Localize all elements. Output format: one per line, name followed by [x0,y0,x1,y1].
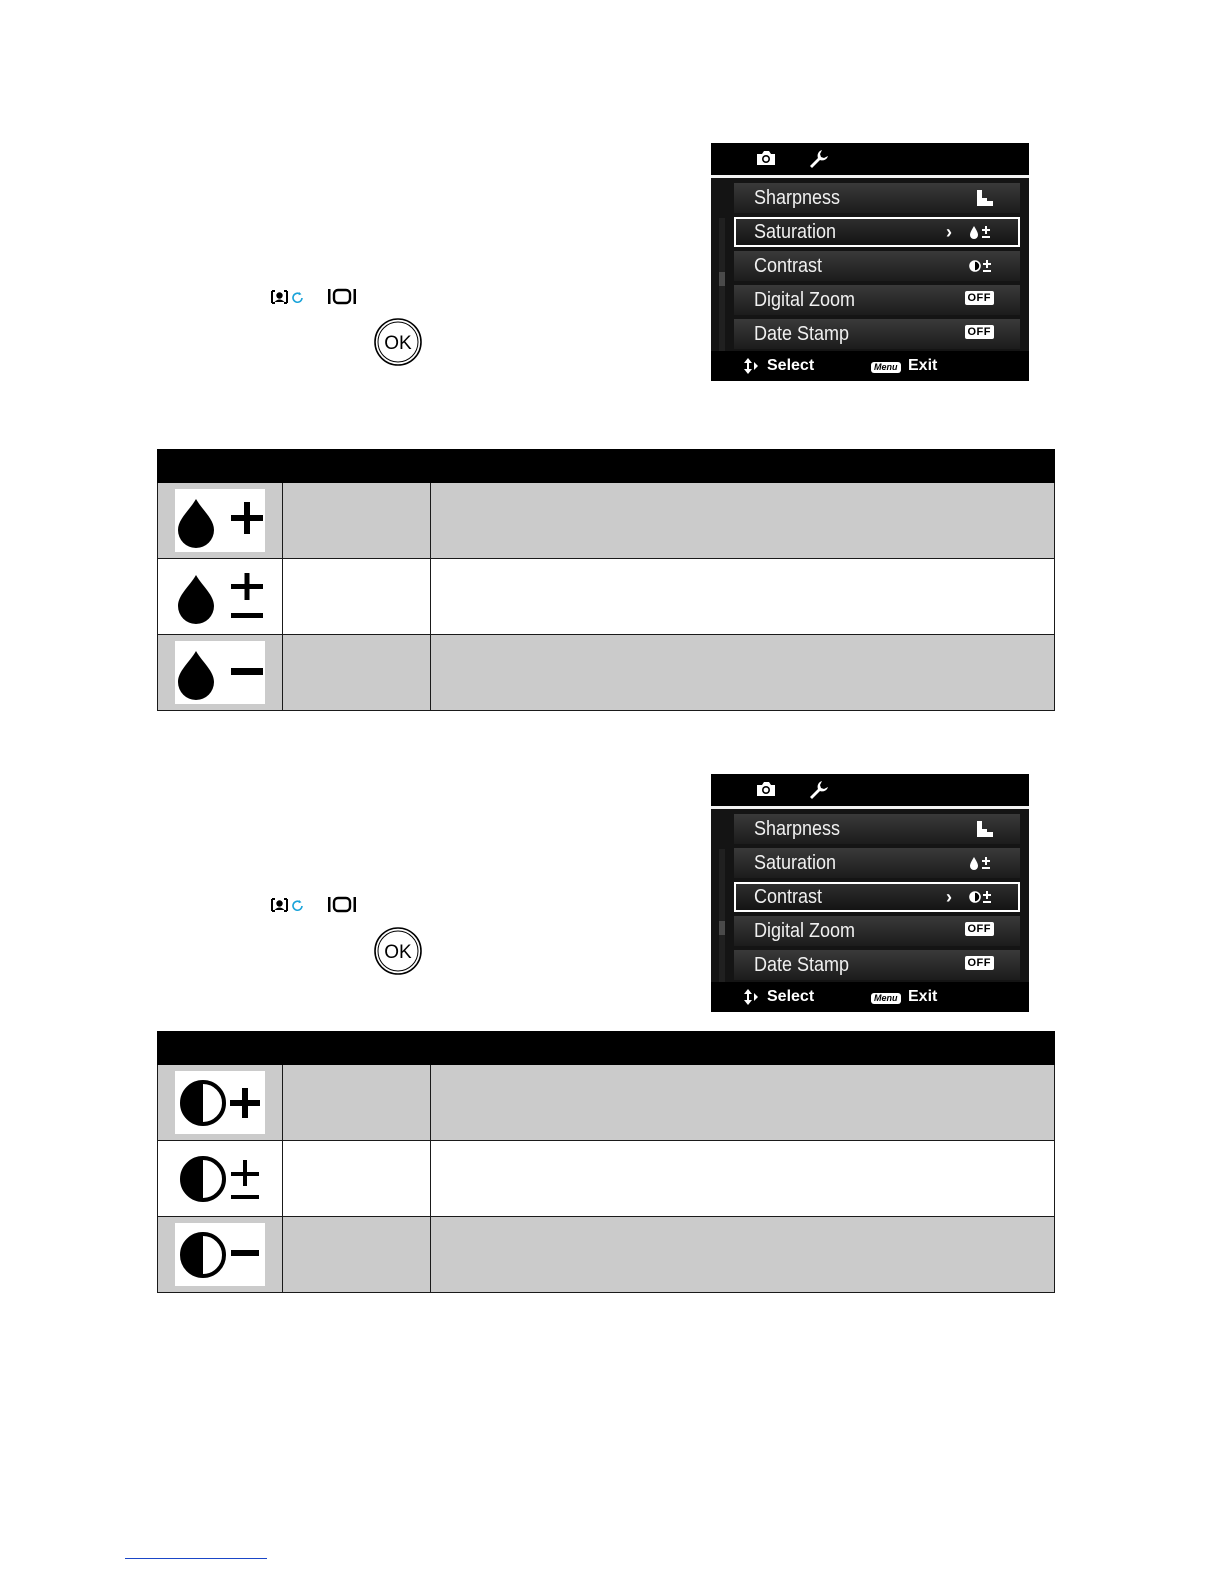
wrench-icon[interactable] [808,779,830,801]
menu-item-label: Saturation [754,852,837,874]
menu-item-sharpness[interactable] [734,814,1020,844]
menu-item-label: Sharpness [754,187,841,209]
option-name-cell [283,635,431,711]
sharpness-normal-icon [976,819,994,839]
option-name-cell [283,1141,431,1217]
camera-lcd-menu [711,143,1029,381]
frame-mode-icon [327,896,357,913]
option-name-cell [283,559,431,635]
saturation-normal-icon [175,565,265,628]
face-detect-rotate-icon [270,289,306,305]
saturation-options-table [157,449,1055,711]
contrast-normal-icon [968,887,994,907]
exit-hint: Exit [908,357,938,374]
menu-item-label: Contrast [754,886,823,908]
contrast-normal-icon [968,256,994,276]
menu-item-saturation[interactable] [734,848,1020,878]
off-badge: OFF [965,922,995,936]
option-description-cell [431,1141,1055,1217]
menu-button-badge: Menu [871,362,901,373]
header-icon-col [158,1032,283,1065]
option-description-cell [431,559,1055,635]
footer-divider [125,1558,267,1559]
option-name-cell [283,1217,431,1293]
camera-icon[interactable] [755,148,777,168]
submenu-arrow: › [946,222,952,242]
ok-label: OK [384,333,412,354]
menu-item-date-stamp[interactable] [734,319,1020,349]
lcd-tab-bar [711,143,1029,175]
ok-button-icon [374,927,422,975]
face-detect-rotate-icon [270,897,306,913]
menu-item-sharpness[interactable] [734,183,1020,213]
menu-item-digital-zoom[interactable] [734,916,1020,946]
contrast-normal-icon [175,1147,265,1210]
frame-mode-icon [327,288,357,305]
option-description-cell [431,635,1055,711]
table-row [158,483,1055,559]
menu-button-badge: Menu [871,993,901,1004]
table-header-row [158,1032,1055,1065]
menu-item-label: Date Stamp [754,323,850,345]
menu-item-contrast[interactable] [734,251,1020,281]
saturation-high-icon [175,489,265,552]
menu-item-label: Digital Zoom [754,289,856,311]
off-badge: OFF [965,956,995,970]
ok-button-icon [374,318,422,366]
option-name-cell [283,483,431,559]
lcd-footer [711,351,1029,381]
header-name-col [283,450,431,483]
menu-item-label: Saturation [754,221,837,243]
up-down-arrow-icon [743,357,759,375]
up-down-arrow-icon [743,988,759,1006]
table-row [158,559,1055,635]
contrast-options-table [157,1031,1055,1293]
lcd-footer [711,982,1029,1012]
menu-item-digital-zoom[interactable] [734,285,1020,315]
table-row [158,1141,1055,1217]
saturation-low-icon [175,641,265,704]
lcd-tab-bar [711,774,1029,806]
off-badge: OFF [965,325,995,339]
menu-item-label: Date Stamp [754,954,850,976]
menu-item-contrast[interactable] [734,882,1020,912]
table-row [158,1217,1055,1293]
menu-item-saturation[interactable] [734,217,1020,247]
option-name-cell [283,1065,431,1141]
header-name-col [283,1032,431,1065]
table-row [158,1065,1055,1141]
option-description-cell [431,483,1055,559]
camera-icon[interactable] [755,779,777,799]
ok-label: OK [384,942,412,963]
camera-lcd-menu [711,774,1029,1012]
header-icon-col [158,450,283,483]
saturation-normal-icon [968,853,994,873]
table-row [158,635,1055,711]
scrollbar-thumb[interactable] [719,921,725,935]
select-hint: Select [767,357,815,374]
contrast-low-icon [175,1223,265,1286]
menu-item-date-stamp[interactable] [734,950,1020,980]
header-description-col [431,450,1055,483]
header-description-col [431,1032,1055,1065]
saturation-normal-icon [968,222,994,242]
table-header-row [158,450,1055,483]
option-description-cell [431,1065,1055,1141]
off-badge: OFF [965,291,995,305]
sharpness-normal-icon [976,188,994,208]
menu-item-label: Contrast [754,255,823,277]
menu-item-label: Sharpness [754,818,841,840]
contrast-high-icon [175,1071,265,1134]
select-hint: Select [767,988,815,1005]
option-description-cell [431,1217,1055,1293]
scrollbar-thumb[interactable] [719,272,725,286]
submenu-arrow: › [946,887,952,907]
menu-item-label: Digital Zoom [754,920,856,942]
wrench-icon[interactable] [808,148,830,170]
exit-hint: Exit [908,988,938,1005]
